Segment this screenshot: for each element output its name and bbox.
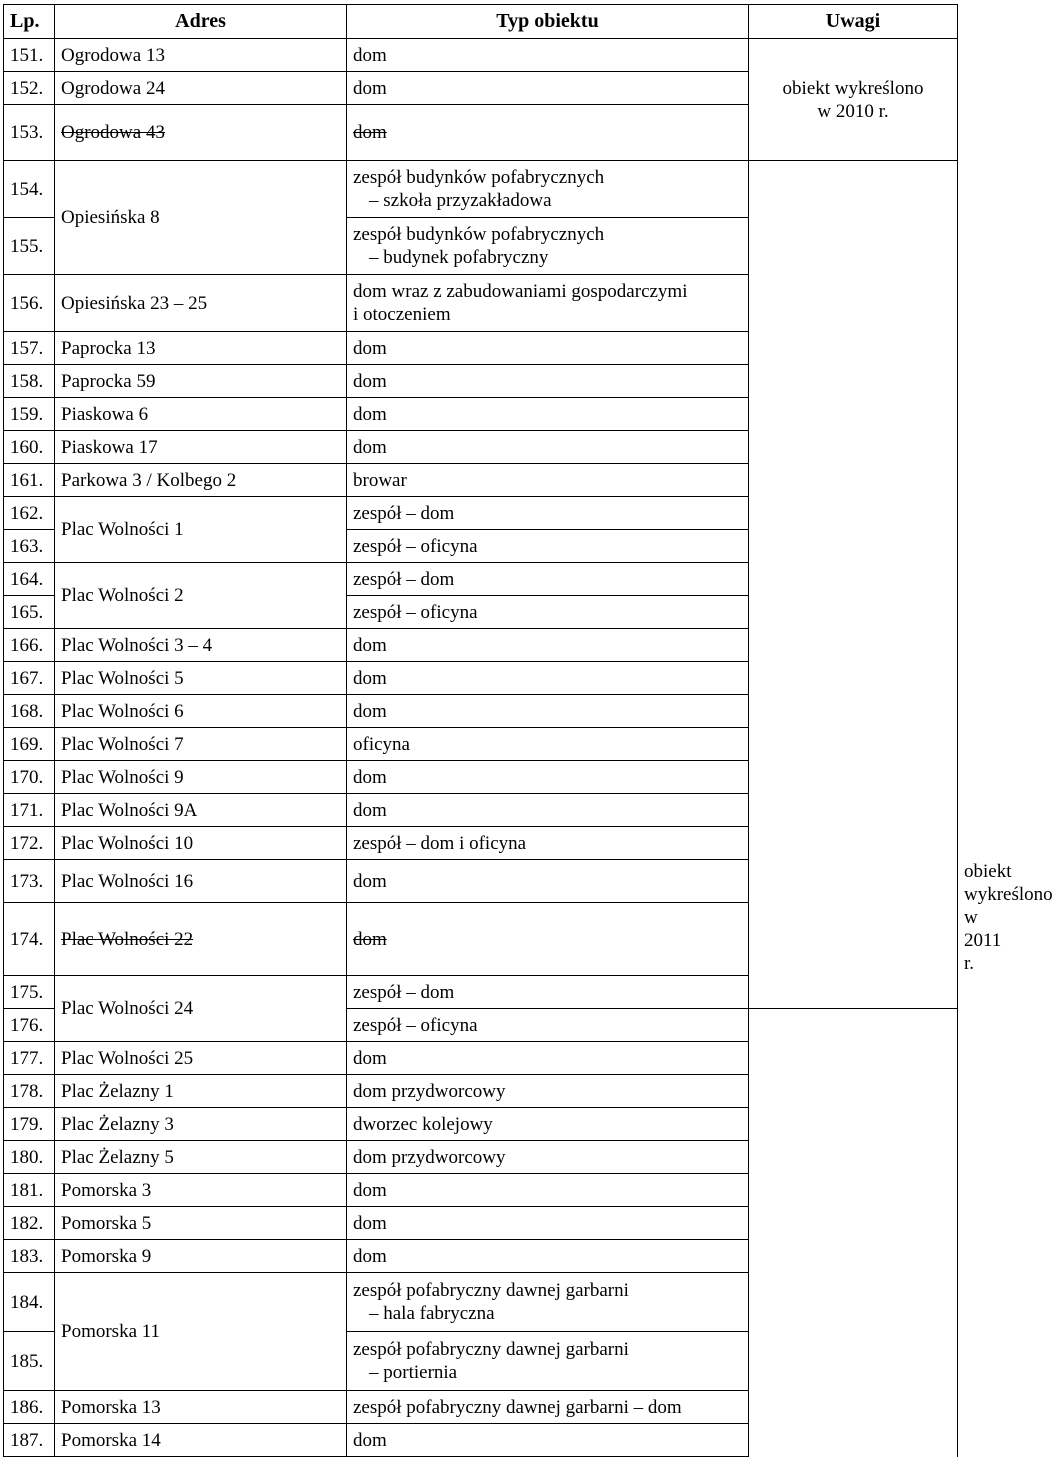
header-uwagi: Uwagi bbox=[749, 5, 958, 39]
row-type: zespół – dom bbox=[347, 563, 749, 596]
row-type: zespół – dom bbox=[347, 497, 749, 530]
row-address: Plac Wolności 10 bbox=[55, 827, 347, 860]
table-row bbox=[4, 1075, 958, 1108]
row-lp: 187. bbox=[4, 1424, 55, 1457]
row-address: Opiesińska 23 – 25 bbox=[55, 275, 347, 332]
row-lp: 151. bbox=[4, 39, 55, 72]
row-type: dom bbox=[347, 1042, 749, 1075]
row-remarks-empty bbox=[749, 161, 958, 1009]
row-address: Plac Wolności 7 bbox=[55, 728, 347, 761]
row-type bbox=[347, 161, 749, 218]
row-lp: 178. bbox=[4, 1075, 55, 1108]
row-type: dom bbox=[347, 398, 749, 431]
row-lp: 179. bbox=[4, 1108, 55, 1141]
row-lp: 177. bbox=[4, 1042, 55, 1075]
type-line: i otoczeniem bbox=[353, 304, 451, 325]
row-address: Pomorska 3 bbox=[55, 1174, 347, 1207]
row-address: Plac Wolności 24 bbox=[55, 976, 347, 1042]
header-row bbox=[4, 5, 958, 39]
row-lp: 163. bbox=[4, 530, 55, 563]
row-type: zespół – oficyna bbox=[347, 530, 749, 563]
row-type: dom bbox=[347, 1207, 749, 1240]
header-adres: Adres bbox=[55, 5, 347, 39]
row-lp: 175. bbox=[4, 976, 55, 1009]
register-table bbox=[3, 4, 1053, 1457]
row-lp: 156. bbox=[4, 275, 55, 332]
row-remarks bbox=[749, 39, 958, 161]
row-lp: 184. bbox=[4, 1273, 55, 1332]
row-lp: 154. bbox=[4, 161, 55, 218]
row-address: Plac Wolności 3 – 4 bbox=[55, 629, 347, 662]
row-address: Ogrodowa 24 bbox=[55, 72, 347, 105]
row-type: zespół – dom bbox=[347, 976, 749, 1009]
row-type: dom przydworcowy bbox=[347, 1075, 749, 1108]
row-address: Pomorska 9 bbox=[55, 1240, 347, 1273]
row-lp: 168. bbox=[4, 695, 55, 728]
row-address: Ogrodowa 13 bbox=[55, 39, 347, 72]
row-lp: 160. bbox=[4, 431, 55, 464]
row-address: Pomorska 11 bbox=[55, 1273, 347, 1391]
row-type: dom bbox=[347, 332, 749, 365]
row-lp: 157. bbox=[4, 332, 55, 365]
type-line: – szkoła przyzakładowa bbox=[369, 190, 552, 211]
row-address: Plac Wolności 6 bbox=[55, 695, 347, 728]
row-lp: 166. bbox=[4, 629, 55, 662]
row-address: Plac Wolności 16 bbox=[55, 860, 347, 903]
row-lp: 165. bbox=[4, 596, 55, 629]
row-type: dom bbox=[347, 1424, 749, 1457]
row-address: Piaskowa 6 bbox=[55, 398, 347, 431]
row-lp: 161. bbox=[4, 464, 55, 497]
row-type: dom bbox=[347, 761, 749, 794]
row-type: zespół – dom i oficyna bbox=[347, 827, 749, 860]
row-address: Opiesińska 8 bbox=[55, 161, 347, 275]
row-lp: 181. bbox=[4, 1174, 55, 1207]
row-type bbox=[347, 1332, 749, 1391]
header-typ: Typ obiektu bbox=[347, 5, 749, 39]
row-type: dom bbox=[347, 431, 749, 464]
row-type: dom bbox=[347, 794, 749, 827]
struck-address: Plac Wolności 22 bbox=[61, 928, 194, 950]
table-row bbox=[4, 1273, 958, 1332]
row-type: dom bbox=[347, 365, 749, 398]
row-type bbox=[347, 903, 749, 976]
row-type: dom bbox=[347, 662, 749, 695]
row-lp: 171. bbox=[4, 794, 55, 827]
row-type bbox=[347, 275, 749, 332]
row-address bbox=[55, 903, 347, 976]
row-lp: 164. bbox=[4, 563, 55, 596]
table-row bbox=[4, 1240, 958, 1273]
table-row bbox=[4, 1207, 958, 1240]
row-lp: 167. bbox=[4, 662, 55, 695]
type-line: – hala fabryczna bbox=[369, 1303, 495, 1324]
table-row bbox=[4, 1108, 958, 1141]
row-address: Plac Wolności 25 bbox=[55, 1042, 347, 1075]
row-address: Paprocka 13 bbox=[55, 332, 347, 365]
remark-line: obiekt wykreślono bbox=[964, 861, 1053, 905]
row-type: dom bbox=[347, 72, 749, 105]
row-lp: 174. bbox=[4, 903, 55, 976]
table-row bbox=[4, 1424, 958, 1457]
row-lp: 183. bbox=[4, 1240, 55, 1273]
table-row bbox=[4, 1174, 958, 1207]
row-address: Plac Żelazny 3 bbox=[55, 1108, 347, 1141]
type-line: zespół budynków pofabrycznych bbox=[353, 167, 605, 188]
row-type: zespół – oficyna bbox=[347, 1009, 749, 1042]
row-address: Plac Wolności 9 bbox=[55, 761, 347, 794]
row-lp: 159. bbox=[4, 398, 55, 431]
row-type: dom bbox=[347, 629, 749, 662]
row-address: Piaskowa 17 bbox=[55, 431, 347, 464]
row-type: browar bbox=[347, 464, 749, 497]
row-type: dom bbox=[347, 1174, 749, 1207]
row-type bbox=[347, 105, 749, 161]
row-address bbox=[55, 105, 347, 161]
row-address: Pomorska 13 bbox=[55, 1391, 347, 1424]
row-type bbox=[347, 218, 749, 275]
row-lp: 176. bbox=[4, 1009, 55, 1042]
row-lp: 153. bbox=[4, 105, 55, 161]
remark-line: w 2010 r. bbox=[817, 100, 889, 122]
row-lp: 152. bbox=[4, 72, 55, 105]
row-lp: 185. bbox=[4, 1332, 55, 1391]
row-address: Plac Wolności 5 bbox=[55, 662, 347, 695]
header-lp: Lp. bbox=[4, 5, 55, 39]
type-line: zespół pofabryczny dawnej garbarni bbox=[353, 1280, 629, 1301]
remark-line: w 2011 r. bbox=[964, 907, 1002, 974]
type-line: – portiernia bbox=[369, 1362, 458, 1383]
table-row bbox=[4, 39, 958, 72]
row-address: Plac Żelazny 1 bbox=[55, 1075, 347, 1108]
table-row bbox=[4, 1391, 958, 1424]
table-row bbox=[4, 1141, 958, 1174]
type-line: dom wraz z zabudowaniami gospodarczymi bbox=[353, 281, 688, 302]
row-lp: 155. bbox=[4, 218, 55, 275]
row-address: Pomorska 5 bbox=[55, 1207, 347, 1240]
remark-line: obiekt wykreślono bbox=[782, 77, 924, 99]
row-address: Plac Wolności 9A bbox=[55, 794, 347, 827]
row-lp: 186. bbox=[4, 1391, 55, 1424]
row-type: dom bbox=[347, 1240, 749, 1273]
row-lp: 182. bbox=[4, 1207, 55, 1240]
row-address: Plac Żelazny 5 bbox=[55, 1141, 347, 1174]
row-lp: 180. bbox=[4, 1141, 55, 1174]
row-lp: 172. bbox=[4, 827, 55, 860]
row-address: Plac Wolności 2 bbox=[55, 563, 347, 629]
row-type: dworzec kolejowy bbox=[347, 1108, 749, 1141]
row-lp: 169. bbox=[4, 728, 55, 761]
row-type: dom bbox=[347, 695, 749, 728]
struck-type: dom bbox=[353, 928, 387, 950]
row-type: zespół pofabryczny dawnej garbarni – dom bbox=[347, 1391, 749, 1424]
row-lp: 162. bbox=[4, 497, 55, 530]
row-type: dom przydworcowy bbox=[347, 1141, 749, 1174]
row-address: Parkowa 3 / Kolbego 2 bbox=[55, 464, 347, 497]
row-lp: 170. bbox=[4, 761, 55, 794]
row-type: dom bbox=[347, 860, 749, 903]
struck-type: dom bbox=[353, 122, 387, 143]
row-address: Pomorska 14 bbox=[55, 1424, 347, 1457]
type-line: – budynek pofabryczny bbox=[369, 247, 549, 268]
row-type: dom bbox=[347, 39, 749, 72]
row-lp: 158. bbox=[4, 365, 55, 398]
row-address: Paprocka 59 bbox=[55, 365, 347, 398]
struck-address: Ogrodowa 43 bbox=[61, 122, 165, 143]
row-address: Plac Wolności 1 bbox=[55, 497, 347, 563]
row-type bbox=[347, 1273, 749, 1332]
type-line: zespół pofabryczny dawnej garbarni bbox=[353, 1339, 629, 1360]
row-type: oficyna bbox=[347, 728, 749, 761]
row-type: zespół – oficyna bbox=[347, 596, 749, 629]
table-row bbox=[4, 1042, 958, 1075]
table-row bbox=[4, 161, 958, 218]
row-lp: 173. bbox=[4, 860, 55, 903]
type-line: zespół budynków pofabrycznych bbox=[353, 224, 605, 245]
